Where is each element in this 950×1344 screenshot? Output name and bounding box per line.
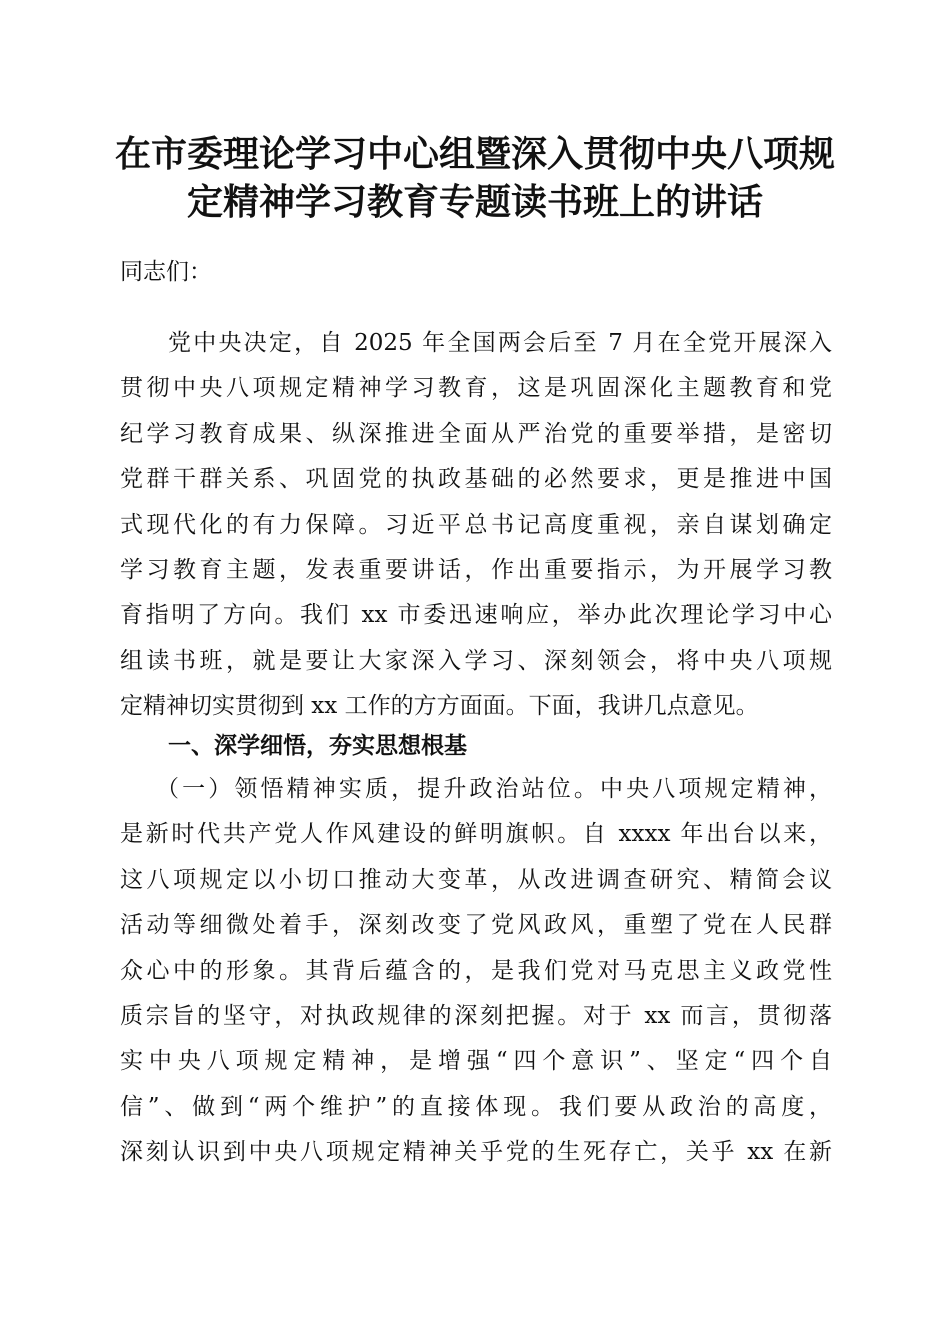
text-line: 纪学习教育成果、纵深推进全面从严治党的重要举措，是密切 bbox=[120, 420, 832, 447]
text-line: 信”、做到“两个维护”的直接体现。我们要从政治的高度， bbox=[120, 1093, 832, 1120]
document-title bbox=[110, 130, 840, 226]
title-line: 定精神学习教育专题读书班上的讲话 bbox=[186, 181, 763, 223]
text-line: 党中央决定，自 2025 年全国两会后至 7 月在全党开展深入 bbox=[168, 330, 832, 356]
text-line: 是新时代共产党人作风建设的鲜明旗帜。自 xxxx 年出台以来， bbox=[120, 821, 832, 848]
salutation: 同志们： bbox=[120, 259, 212, 285]
text-line: 深刻认识到中央八项规定精神关乎党的生死存亡，关乎 xx 在新 bbox=[120, 1139, 832, 1166]
text-line: 质宗旨的坚守，对执政规律的深刻把握。对于 xx 而言，贯彻落 bbox=[120, 1002, 832, 1029]
text-line: （一）领悟精神实质，提升政治站位。中央八项规定精神， bbox=[156, 776, 832, 802]
text-line: 活动等细微处着手，深刻改变了党风政风，重塑了党在人民群 bbox=[120, 912, 832, 939]
text-line: 学习教育主题，发表重要讲话，作出重要指示，为开展学习教 bbox=[120, 556, 832, 583]
text-line: 定精神切实贯彻到 xx 工作的方方面面。下面，我讲几点意见。 bbox=[120, 693, 759, 720]
text-line: 众心中的形象。其背后蕴含的，是我们党对马克思主义政党性 bbox=[120, 957, 832, 984]
text-line: 育指明了方向。我们 xx 市委迅速响应，举办此次理论学习中心 bbox=[120, 602, 832, 629]
text-line: 实中央八项规定精神，是增强“四个意识”、坚定“四个自 bbox=[120, 1048, 832, 1075]
text-line: 贯彻中央八项规定精神学习教育，这是巩固深化主题教育和党 bbox=[120, 375, 832, 402]
paragraph-section1 bbox=[120, 767, 832, 1176]
text-line: 这八项规定以小切口推动大变革，从改进调查研究、精简会议 bbox=[120, 866, 832, 893]
text-line: 式现代化的有力保障。习近平总书记高度重视，亲自谋划确定 bbox=[120, 511, 832, 538]
section-heading: 一、深学细悟，夯实思想根基 bbox=[168, 733, 467, 759]
text-line: 组读书班，就是要让大家深入学习、深刻领会，将中央八项规 bbox=[120, 647, 832, 674]
title-line: 在市委理论学习中心组暨深入贯彻中央八项规 bbox=[114, 133, 835, 175]
text-line: 党群干群关系、巩固党的执政基础的必然要求，更是推进中国 bbox=[120, 466, 832, 493]
paragraph-intro bbox=[120, 321, 832, 730]
